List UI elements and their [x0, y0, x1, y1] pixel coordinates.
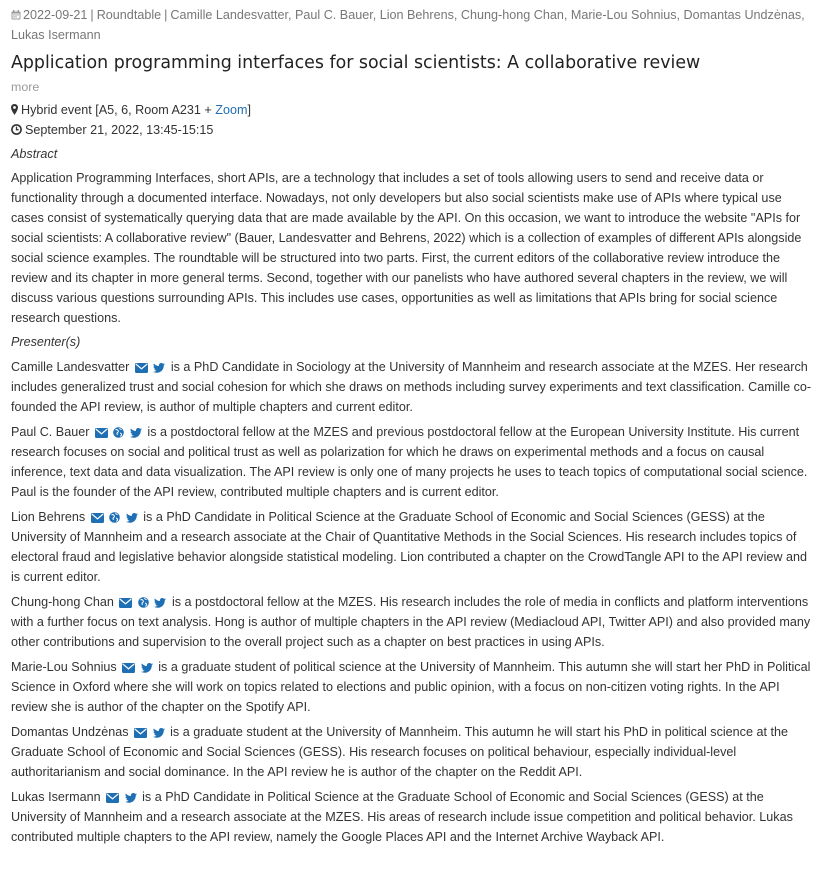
presenter-bio: is a graduate student of political science at the University of Mannheim. This autumn she will start her PhD in Political Science in Oxford where she will work on topics related to elections and public opinion, with a focus on non-citizen voting rights. In the API review she is author of the chapter on the Spotify API. — [11, 660, 811, 714]
presenter-camille — [11, 357, 812, 417]
presenter-bio: is a PhD Candidate in Political Science at the Graduate School of Economic and Social Sciences (GESS) at the University of Mannheim and a research associate at the MZES. His areas of research include issue competition and political behavior. Lukas contributed multiple chapters to the API review, namely the Google Places API and the Internet Archive Wayback API. — [11, 790, 793, 844]
presenter-name: Domantas Undzėnas — [11, 725, 129, 739]
location-text: Hybrid event [A5, 6, Room A231 + — [21, 103, 216, 117]
presenter-bio: is a PhD Candidate in Political Science at the Graduate School of Economic and Social Sciences (GESS) at the University of Mannheim and a research associate at the Chair of Quantitative Methods in the Social Sciences. His research includes topics of electoral fraud and legislative behavior alongside statistical modeling. Lion contributed a chapter on the CrowdTangle API to the API review and is current editor. — [11, 510, 807, 584]
presenter-lion — [11, 507, 812, 587]
more-link[interactable]: more — [11, 80, 40, 94]
datetime-row — [11, 120, 812, 140]
twitter-icon[interactable] — [125, 793, 137, 803]
presenter-bio: is a postdoctoral fellow at the MZES and previous postdoctoral fellow at the European University Institute. His current research focuses on social and political trust as well as polarization for which he draws on experimental methods and a focus on causal inference, text data and data visualization. The API review is only one of many projects he uses to teach topics of computational social science. Paul is the founder of the API review, contributed multiple chapters and is current editor. — [11, 425, 808, 499]
map-marker-icon — [11, 104, 18, 115]
presenter-name: Marie-Lou Sohnius — [11, 660, 117, 674]
twitter-icon[interactable] — [154, 598, 166, 608]
envelope-icon[interactable] — [119, 598, 132, 608]
envelope-icon[interactable] — [106, 793, 119, 803]
presenter-bio: is a postdoctoral fellow at the MZES. His research includes the role of media in conflicts and platform interventions with a further focus on text analysis. Hong is author of multiple chapters in the API review (Mediacloud API, Twitter API) and also provided many other contributions and supervision to the overall project such as a chapter on best practices in using APIs. — [11, 595, 811, 649]
globe-icon[interactable] — [138, 597, 149, 608]
twitter-icon[interactable] — [141, 663, 153, 673]
twitter-icon[interactable] — [153, 728, 165, 738]
presenter-bio: is a PhD Candidate in Sociology at the University of Mannheim and research associate at the MZES. Her research includes generalized trust and social cohesion for which she draws on methods including survey experiments and text classification. Camille co-founded the API review, is author of multiple chapters and current editor. — [11, 360, 812, 414]
clock-icon — [11, 124, 22, 135]
globe-icon[interactable] — [113, 427, 124, 438]
presenter-lukas — [11, 787, 812, 847]
zoom-link[interactable]: Zoom — [215, 103, 248, 117]
envelope-icon[interactable] — [91, 513, 104, 523]
presenter-chung-hong — [11, 592, 812, 652]
presenter-marie-lou — [11, 657, 812, 717]
abstract-label: Abstract — [11, 147, 58, 161]
presenter-list — [11, 357, 812, 847]
abstract-text: Application Programming Interfaces, short APIs, are a technology that includes a set of tools allowing users to send and receive data or functionality through a documented interface. Nowadays, not only developers but also social scientists make use of APIs where typical use cases consist of systematically querying data that are made available by the API. On this occasion, we want to introduce the website "APIs for social scientists: A collaborative review" (Bauer, Landesvatter and Behrens, 2022) which is a collection of examples of different APIs alongside social science examples. The roundtable will be structured into two parts. First, the current editors of the collaborative review introduce the review and its chapter in more general terms. Second, together with our panelists who have authored several chapters in the review, we will discuss various questions surrounding APIs. This includes use cases, opportunities as well as limitations that APIs bring for social science research questions. — [11, 171, 802, 325]
presenter-name: Chung-hong Chan — [11, 595, 114, 609]
event-meta: 2022-09-21 | Roundtable | Camille Landesvatter, Paul C. Bauer, Lion Behrens, Chung-hong Chan, Marie-Lou Sohnius, Domantas Undzėnas, Lukas Isermann — [11, 8, 805, 42]
presenters-label: Presenter(s) — [11, 335, 81, 349]
event-type: Roundtable — [96, 8, 162, 22]
presenter-bio: is a graduate student at the University of Mannheim. This autumn he will start his PhD in political science at the Graduate School of Economic and Social Sciences (GESS). His research focuses on political behaviour, especially individual-level authoritarianism and social dominance. In the API review he is author of the chapter on the Reddit API. — [11, 725, 788, 779]
twitter-icon[interactable] — [126, 513, 138, 523]
envelope-icon[interactable] — [135, 363, 148, 373]
event-datetime: September 21, 2022, 13:45-15:15 — [25, 123, 214, 137]
twitter-icon[interactable] — [130, 428, 142, 438]
location-suffix: ] — [247, 103, 251, 117]
event-authors: Camille Landesvatter, Paul C. Bauer, Lion Behrens, Chung-hong Chan, Marie-Lou Sohnius, Domantas Undzėnas, Lukas Isermann — [11, 8, 805, 42]
envelope-icon[interactable] — [122, 663, 135, 673]
globe-icon[interactable] — [109, 512, 120, 523]
location-row — [11, 100, 812, 120]
envelope-icon[interactable] — [134, 728, 147, 738]
twitter-icon[interactable] — [153, 363, 165, 373]
presenter-paul — [11, 422, 812, 502]
presenter-domantas — [11, 722, 812, 782]
presenter-name: Lion Behrens — [11, 510, 86, 524]
calendar-icon — [11, 10, 21, 20]
presenter-name: Camille Landesvatter — [11, 360, 130, 374]
page-title: Application programming interfaces for social scientists: A collaborative review — [11, 53, 701, 73]
presenter-name: Paul C. Bauer — [11, 425, 90, 439]
envelope-icon[interactable] — [95, 428, 108, 438]
presenter-name: Lukas Isermann — [11, 790, 101, 804]
event-date: 2022-09-21 — [23, 8, 88, 22]
